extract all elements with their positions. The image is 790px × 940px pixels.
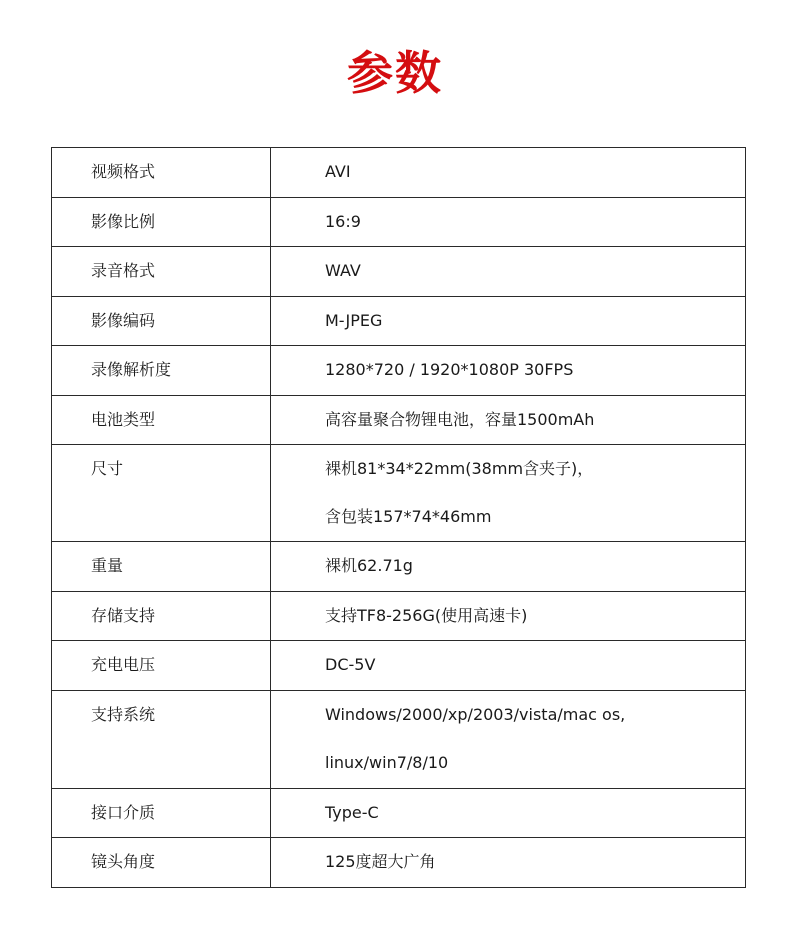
spec-value-weight [271, 542, 746, 592]
spec-label-size: 尺寸 [52, 445, 271, 542]
spec-value-line: Type-C [325, 803, 379, 822]
spec-value-line: M-JPEG [325, 311, 383, 330]
spec-label-resolution: 录像解析度 [52, 346, 271, 396]
spec-value-line: DC-5V [325, 655, 376, 674]
spec-value-battery [271, 396, 746, 445]
spec-value-line: 支持TF8-256G(使用高速卡) [325, 606, 528, 625]
spec-value-video-format [271, 148, 746, 198]
spec-value-line: 高容量聚合物锂电池，容量1500mAh [325, 410, 595, 429]
table-row [52, 838, 746, 888]
table-row [52, 247, 746, 297]
spec-label-supported-systems: 支持系统 [52, 691, 271, 789]
spec-label-storage: 存储支持 [52, 592, 271, 641]
table-row [52, 396, 746, 445]
spec-value-line: 裸机62.71g [325, 556, 413, 575]
spec-value-interface [271, 789, 746, 838]
spec-value-resolution [271, 346, 746, 396]
spec-value-line: 125度超大广角 [325, 852, 436, 871]
spec-value-line: 1280*720 / 1920*1080P 30FPS [325, 360, 574, 379]
spec-label-charging-voltage: 充电电压 [52, 641, 271, 691]
spec-value-line: WAV [325, 261, 361, 280]
spec-label-aspect-ratio: 影像比例 [52, 198, 271, 247]
spec-value-line: 16:9 [325, 212, 361, 231]
table-row [52, 641, 746, 691]
spec-value-lens-angle [271, 838, 746, 888]
spec-label-lens-angle: 镜头角度 [52, 838, 271, 888]
table-row [52, 297, 746, 346]
table-row [52, 148, 746, 198]
page-title: 参数 [347, 46, 443, 100]
spec-value-line: AVI [325, 162, 351, 181]
table-row [52, 542, 746, 592]
table-row [52, 592, 746, 641]
spec-label-interface: 接口介质 [52, 789, 271, 838]
spec-value-supported-systems [271, 691, 746, 789]
spec-label-weight: 重量 [52, 542, 271, 592]
spec-value-video-codec [271, 297, 746, 346]
table-row [52, 346, 746, 396]
spec-label-video-codec: 影像编码 [52, 297, 271, 346]
spec-label-audio-format: 录音格式 [52, 247, 271, 297]
spec-value-line: Windows/2000/xp/2003/vista/mac os, [325, 705, 626, 724]
spec-value-charging-voltage [271, 641, 746, 691]
table-row [52, 789, 746, 838]
spec-value-line: 含包装157*74*46mm [325, 507, 492, 526]
table-row [52, 445, 746, 542]
spec-value-aspect-ratio [271, 198, 746, 247]
spec-label-video-format: 视频格式 [52, 148, 271, 198]
spec-value-audio-format [271, 247, 746, 297]
table-row [52, 691, 746, 789]
spec-value-size [271, 445, 746, 542]
spec-value-line: 裸机81*34*22mm(38mm含夹子)， [325, 459, 594, 478]
spec-label-battery: 电池类型 [52, 396, 271, 445]
table-row [52, 198, 746, 247]
spec-table [51, 147, 746, 888]
spec-value-storage [271, 592, 746, 641]
spec-value-line: linux/win7/8/10 [325, 753, 449, 772]
